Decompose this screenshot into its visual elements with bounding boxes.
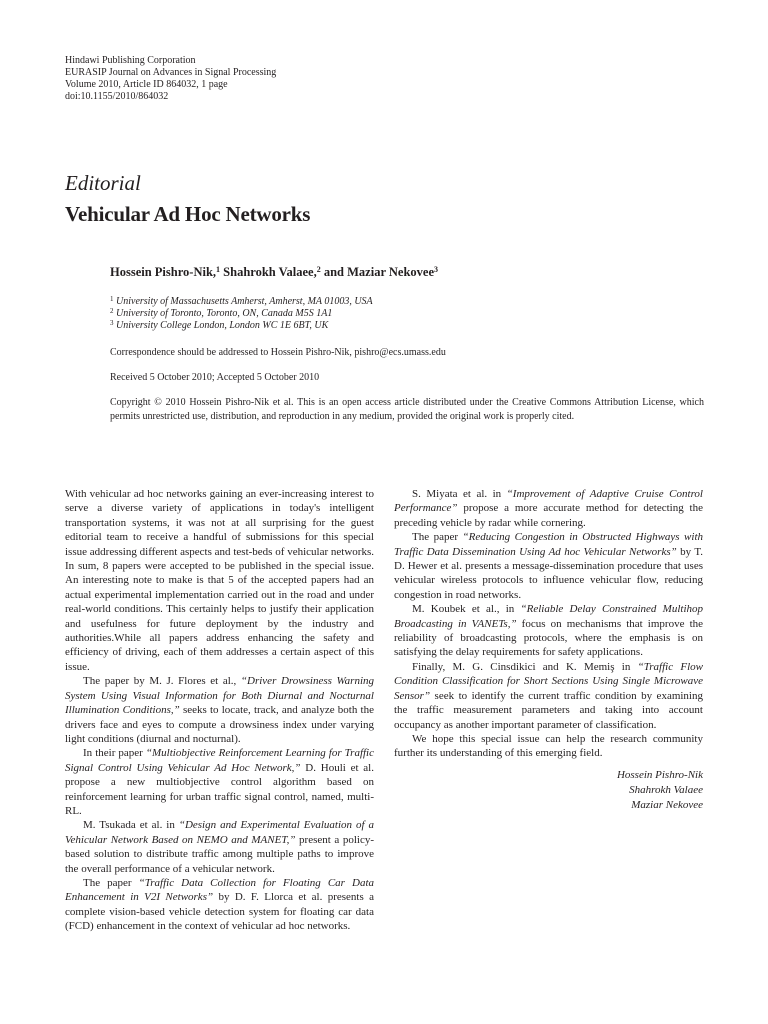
correspondence-email-link[interactable]: pishro@ecs.umass.edu [354,347,446,358]
journal-header [65,55,276,103]
author-list [110,265,438,280]
signature-name: Shahrokh Valaee [629,783,703,796]
affil-mark: 1 [110,295,114,303]
volume-line: Volume 2010, Article ID 864032, 1 page [65,79,228,90]
cited-paper-title: “Improvement of Adaptive Cruise Control Performance” [394,488,703,515]
journal-line: EURASIP Journal on Advances in Signal Processing [65,67,277,78]
author-affil-mark: 3 [434,265,439,274]
affil-text: University of Massachusetts Amherst, Amherst, MA 01003, USA [113,296,373,307]
body-paragraph: M. Tsukada et al. in “Design and Experimental Evaluation of a Vehicular Network Based on NEMO and MANET,” present a policy-based solution to distribute traffic among multiple paths to improve the overall performance of a vehicular network. [65,819,374,875]
author-name: and Maziar Nekovee [320,265,435,279]
editor-signature [394,768,703,813]
body-paragraph: Finally, M. G. Cinsdikici and K. Memiş in “Traffic Flow Condition Classification for Short Sections Using Single Microwave Sensor” seek to identify the current traffic condition by examining the traffic measurement parameters and taking into account occupancy as another important parameter of classification. [394,660,703,731]
body-column-left [65,487,374,934]
author-affil-mark: 2 [316,265,321,274]
affil-text: University of Toronto, Toronto, ON, Canada M5S 1A1 [113,308,333,319]
correspondence-text: Correspondence should be addressed to Hossein Pishro-Nik, [110,347,355,358]
publisher-line: Hindawi Publishing Corporation [65,55,196,66]
article-title: Vehicular Ad Hoc Networks [65,202,311,226]
received-dates: Received 5 October 2010; Accepted 5 October 2010 [110,372,320,383]
author-name: Hossein Pishro-Nik, [110,265,217,279]
author-name: Shahrokh Valaee, [220,265,317,279]
signature-name: Hossein Pishro-Nik [616,768,703,781]
cited-paper-title: “Design and Experimental Evaluation of a Vehicular Network Based on NEMO and MANET,” [65,819,374,846]
body-paragraph: S. Miyata et al. in “Improvement of Adaptive Cruise Control Performance” propose a more accurate method for detecting the preceding vehicle by radar while cornering. [394,488,703,529]
affiliation [110,296,373,308]
affil-mark: 3 [110,319,114,327]
affiliation [110,308,373,320]
body-paragraph: We hope this special issue can help the research community further its understanding of this emerging field. [394,732,703,760]
cited-paper-title: “Reducing Congestion in Obstructed Highways with Traffic Data Dissemination Using Ad hoc Vehicular Networks” [394,531,703,558]
body-paragraph: The paper by M. J. Flores et al., “Driver Drowsiness Warning System Using Visual Information for Both Diurnal and Nocturnal Illumination Conditions,” seeks to locate, track, and analyze both the drivers face and eyes to compute a drowsiness index under varying light conditions (diurnal and nocturnal). [65,675,375,745]
cited-paper-title: “Traffic Flow Condition Classification for Short Sections Using Single Microwave Sensor” [394,660,703,702]
body-paragraph: In their paper “Multiobjective Reinforcement Learning for Traffic Signal Control Using Vehicular Ad Hoc Network,” D. Houli et al. propose a new multiobjective control algorithm based on reinforcement learning for urban traffic signal control, named, multi-RL. [65,747,374,817]
affil-text: University College London, London WC 1E 6BT, UK [113,320,329,331]
affiliation [110,320,373,332]
affil-mark: 2 [110,307,114,315]
cited-paper-title: “Reliable Delay Constrained Multihop Broadcasting in VANETs,” [394,603,704,630]
correspondence-note [110,347,446,358]
affiliation-list [110,296,373,332]
copyright-notice: Copyright © 2010 Hossein Pishro-Nik et al. This is an open access article distributed under the Creative Commons Attribution License, which permits unrestricted use, distribution, and reproduction in any medium, provided the original work is properly cited. [110,397,704,422]
body-paragraph: The paper “Reducing Congestion in Obstructed Highways with Traffic Data Dissemination Using Ad hoc Vehicular Networks” by T. D. Hewer et al. presents a message-dissemination procedure that uses vehicular wireless protocols to influence vehicular flow, reducing congestion in road networks. [394,531,703,601]
body-paragraph: M. Koubek et al., in “Reliable Delay Constrained Multihop Broadcasting in VANETs,” focus on mechanisms that improve the reliability of broadcasting protocols, where the emphasis is on satisfying the delay requirements for safety applications. [394,603,704,659]
cited-paper-title: “Multiobjective Reinforcement Learning for Traffic Signal Control Using Vehicular Ad Hoc Network,” [65,747,374,774]
body-paragraph: The paper “Traffic Data Collection for Floating Car Data Enhancement in V2I Networks” by D. F. Llorca et al. presents a complete vision-based vehicle detection system for floating car data (FCD) enhancement in the context of vehicular ad hoc networks. [65,876,374,933]
cited-paper-title: “Traffic Data Collection for Floating Car Data Enhancement in V2I Networks” [65,876,374,904]
article-type: Editorial [65,171,141,195]
body-paragraph: With vehicular ad hoc networks gaining an ever-increasing interest to serve a diverse variety of applications in today's intelligent transportation systems, it was not at all surprising for the guest editorial team to receive a handful of submissions for this special issue addressing different aspects and test-beds of vehicular networks. In sum, 8 papers were accepted to be published in the special issue. An interesting note to make is that 5 of the accepted papers had an actual experimental implementation carried out in the road and under real-world conditions. This certainly helps to justify their application and usefulness for future deployment by the industry and authorities.While all papers address enhancing the safety and efficiency of driving, each of them addresses a certain aspect of this issue. [65,488,374,673]
cited-paper-title: “Driver Drowsiness Warning System Using Visual Information for Both Diurnal and Nocturnal Illumination Conditions,” [65,675,375,717]
signature-name: Maziar Nekovee [631,798,703,811]
body-column-right [394,487,703,813]
doi-line[interactable]: doi:10.1155/2010/864032 [65,91,169,102]
author-affil-mark: 1 [216,265,221,274]
